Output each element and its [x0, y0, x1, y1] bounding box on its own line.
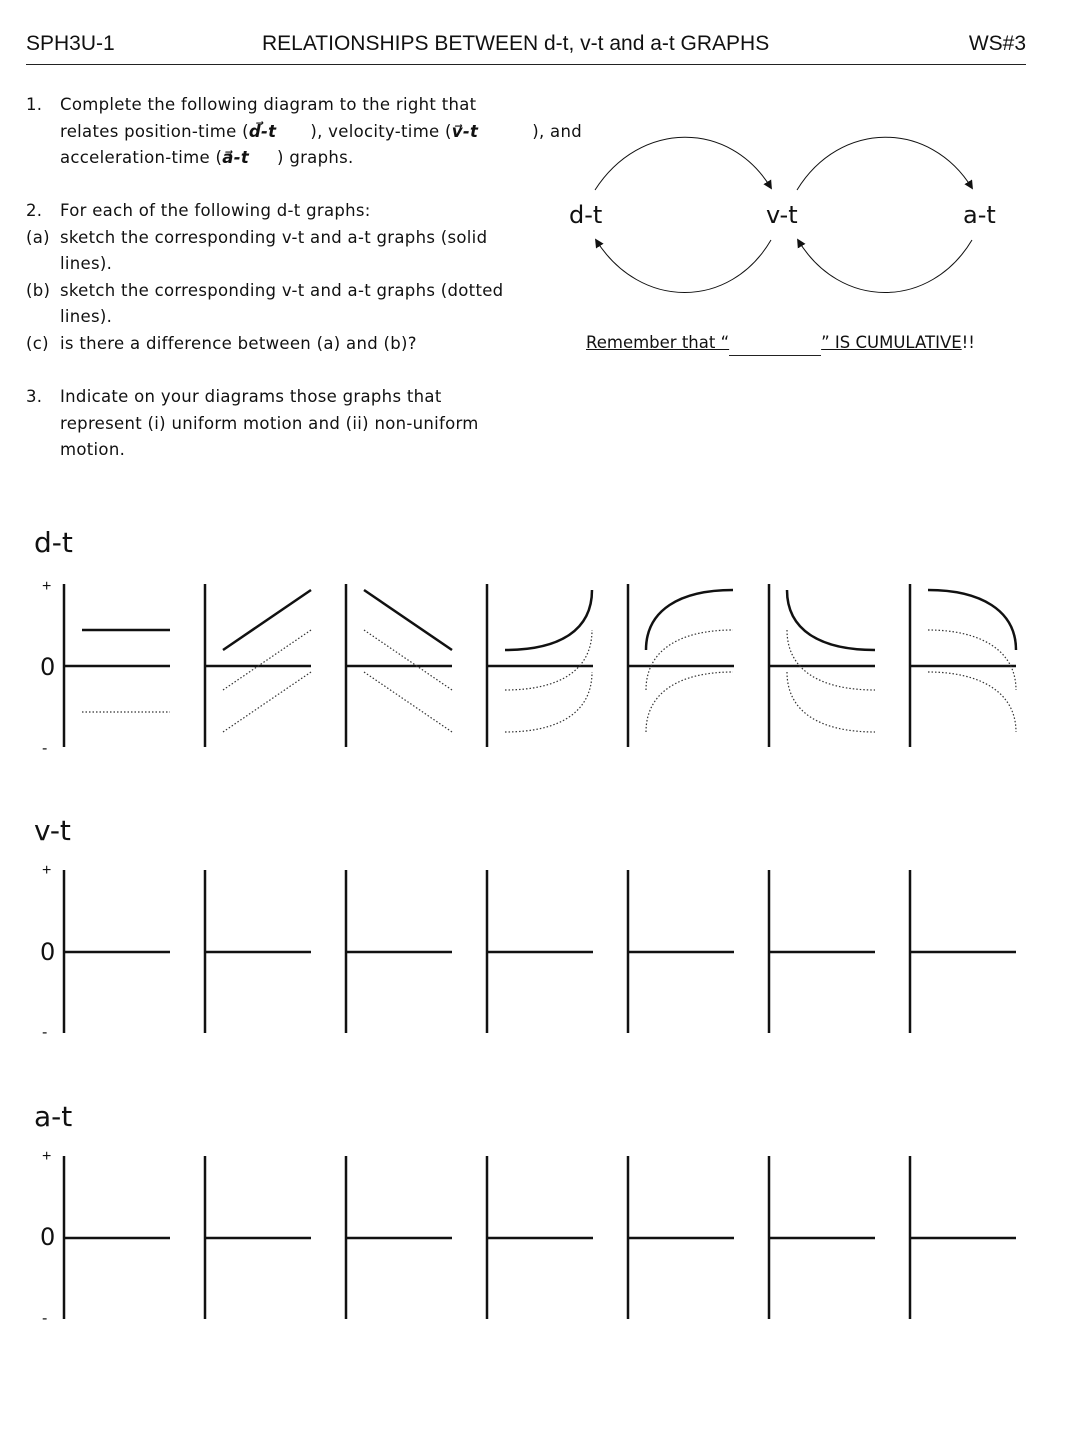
dt-sample-curve-8: [364, 672, 452, 732]
dt-sample-curve-18: [928, 590, 1016, 650]
question-2a-line-2: lines).: [60, 254, 113, 273]
dt-symbol: d⃗-t: [248, 121, 277, 141]
cycle-label-vt: v-t: [766, 201, 798, 229]
question-1-line-3: acceleration-time (a⃗-t ) graphs.: [60, 148, 354, 167]
dt-sample-curve-5: [223, 672, 311, 732]
question-2-text: For each of the following d-t graphs:: [60, 201, 371, 220]
question-2b-line-1: sketch the corresponding v-t and a-t graphs (dotted: [60, 280, 504, 300]
dt-sample-curve-6: [364, 590, 452, 650]
question-3-line-2: represent (i) uniform motion and (ii) non-uniform: [60, 413, 479, 433]
question-2: 2. For each of the following d-t graphs: (a) sketch the corresponding v-t and a-t graphs (solid lines). (b) sketch the corresponding v-t and a-t graphs (dotted lines). (c) is there a difference between (a) and (b)?: [26, 198, 506, 357]
dt-zero-label: 0: [40, 653, 56, 681]
dt-sample-curve-4: [223, 630, 311, 690]
question-number: 2.: [26, 201, 43, 220]
at-plus-sign: +: [42, 1148, 52, 1165]
dt-sample-curve-14: [646, 672, 733, 732]
cycle-label-dt: d-t: [569, 201, 603, 229]
dt-sample-curve-16: [787, 630, 875, 690]
dt-sample-curve-19: [928, 630, 1016, 690]
dt-sample-curve-12: [646, 590, 733, 650]
dt-sample-curve-13: [646, 630, 733, 690]
dt-sample-curve-15: [787, 590, 875, 650]
dt-sample-curve-10: [505, 630, 592, 690]
remember-note: Remember that “ ” IS CUMULATIVE!!: [586, 330, 975, 356]
dt-sample-curve-3: [223, 590, 311, 650]
dt-sample-curve-17: [787, 672, 875, 732]
question-2a-line-1: sketch the corresponding v-t and a-t graphs (solid: [60, 227, 488, 247]
vt-row-label: v-t: [34, 814, 71, 847]
question-number: 3.: [26, 387, 43, 406]
dt-sample-curve-7: [364, 630, 452, 690]
vt-minus-sign: -: [42, 1024, 48, 1041]
vt-plus-sign: +: [42, 862, 52, 879]
at-row-label: a-t: [34, 1100, 73, 1133]
question-1-line-2: relates position-time (d⃗-t ), velocity-time (v⃗-t ), and: [60, 121, 582, 141]
question-2c-text: is there a difference between (a) and (b)?: [60, 333, 417, 353]
dt-sample-curve-9: [505, 590, 592, 650]
dt-minus-sign: -: [42, 740, 48, 757]
vt-zero-label: 0: [40, 938, 56, 966]
worksheet-number: WS#3: [968, 32, 1026, 55]
question-3-line-1: Indicate on your diagrams those graphs that: [60, 387, 442, 406]
question-1-line-1: Complete the following diagram to the right that: [60, 95, 477, 114]
course-code: SPH3U-1: [26, 32, 115, 55]
dt-plus-sign: +: [42, 578, 52, 595]
dt-row-label: d-t: [34, 526, 73, 559]
at-minus-sign: -: [42, 1310, 48, 1327]
dt-sample-curve-11: [505, 672, 592, 732]
question-2b-line-2: lines).: [60, 307, 113, 326]
cycle-label-at: a-t: [963, 201, 996, 229]
vt-symbol: v⃗-t: [451, 121, 479, 141]
page-title: RELATIONSHIPS BETWEEN d-t, v-t and a-t GRAPHS: [262, 32, 770, 55]
at-symbol: a⃗-t: [222, 148, 250, 167]
question-3-line-3: motion.: [60, 440, 126, 459]
at-zero-label: 0: [40, 1223, 56, 1251]
question-number: 1.: [26, 95, 43, 114]
dt-sample-curve-20: [928, 672, 1016, 732]
